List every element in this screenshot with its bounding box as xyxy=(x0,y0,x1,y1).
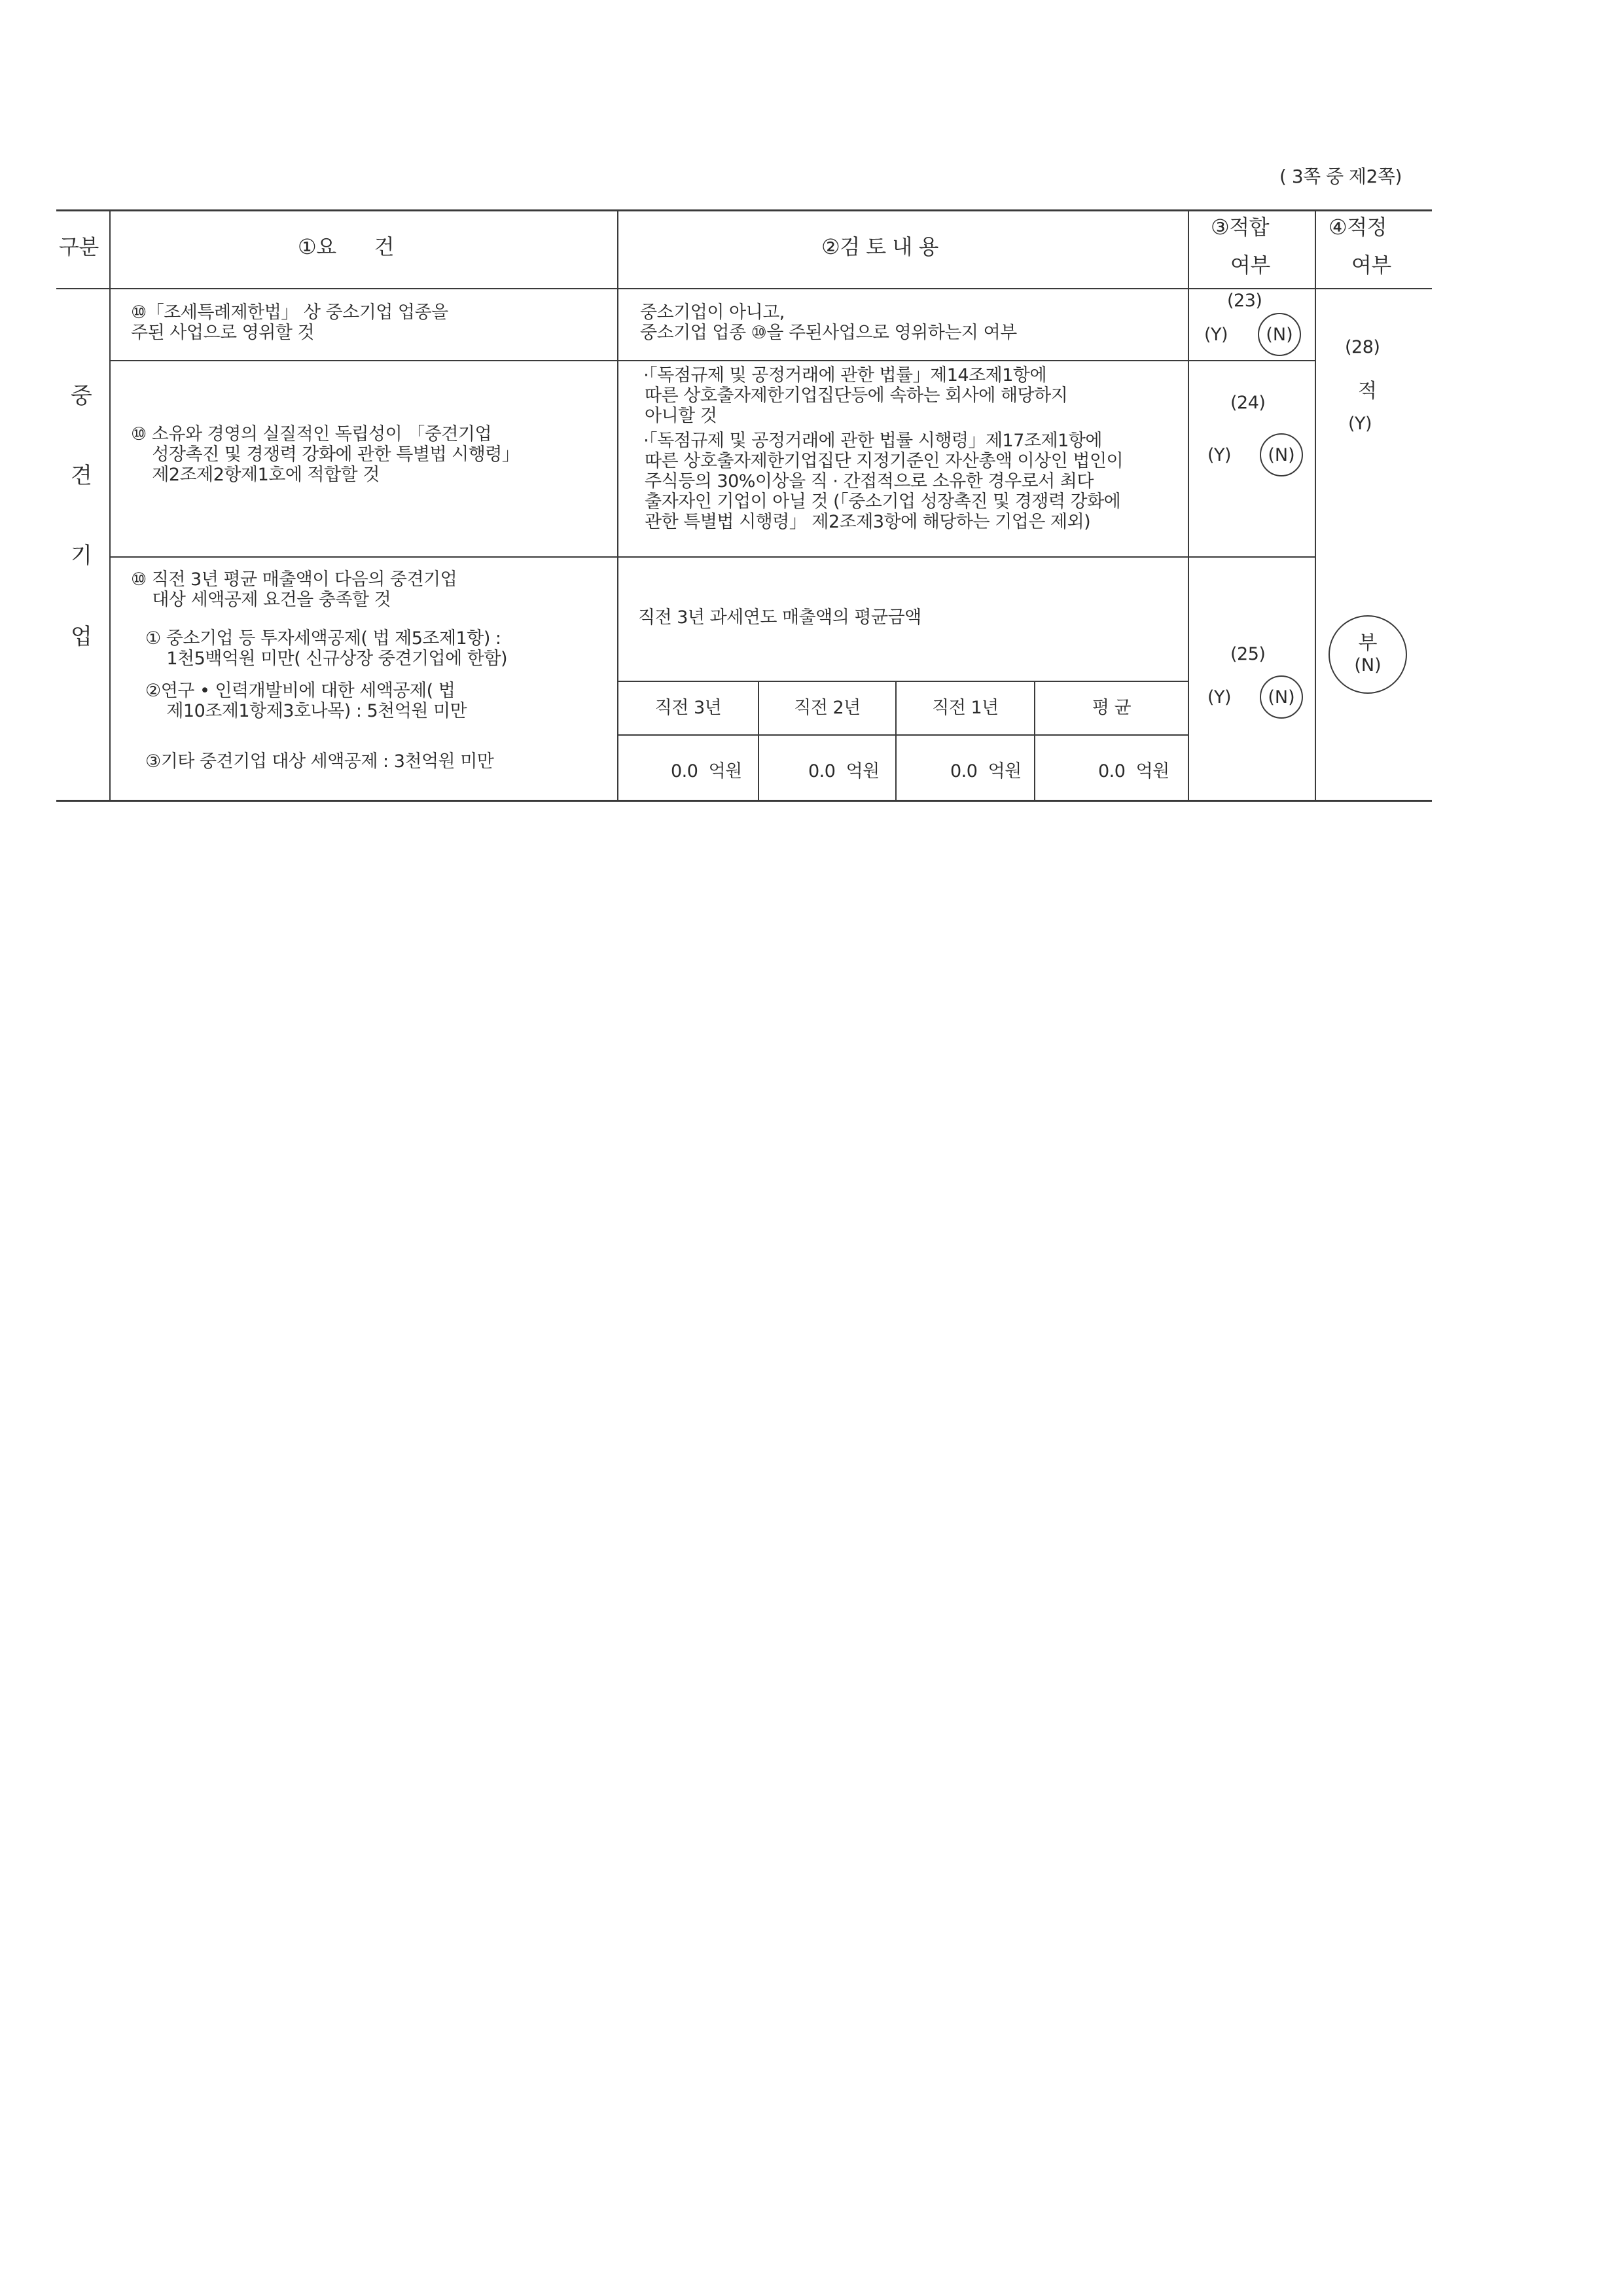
header-proper-line1: ④적정 xyxy=(1329,215,1387,240)
row1-no-label: (N) xyxy=(1266,324,1293,345)
category-char-3: 기 xyxy=(71,543,92,569)
row3-sub1-line1: ① 중소기업 등 투자세액공제( 법 제5조제1항) : xyxy=(145,628,501,649)
sales-value-avg: 0.0 억원 xyxy=(1098,761,1169,781)
sales-header-top xyxy=(617,681,1188,682)
row2-bottom-border xyxy=(109,556,1315,558)
proper-no-label: 부 xyxy=(1358,632,1378,655)
row2-review-line1: ·「독점규제 및 공정거래에 관한 법률」제14조제1항에 xyxy=(638,365,1047,386)
row1-yes: (Y) xyxy=(1204,325,1228,345)
row1-requirement-line2: 주된 사업으로 영위할 것 xyxy=(131,323,315,343)
row2-review-line3: 아니할 것 xyxy=(645,406,717,426)
row2-review-line2: 따른 상호출자제한기업집단등에 속하는 회사에 해당하지 xyxy=(645,386,1068,406)
category-char-2: 견 xyxy=(71,463,92,489)
review-divider xyxy=(1188,209,1189,800)
row1-fit-number: (23) xyxy=(1227,291,1262,311)
row3-no-selected xyxy=(1260,675,1303,719)
page-indicator: ( 3쪽 중 제2쪽) xyxy=(1279,166,1402,187)
sales-header-avg: 평 균 xyxy=(1092,698,1132,718)
row3-sub1-line2: 1천5백억원 미만( 신규상장 중견기업에 한함) xyxy=(145,649,507,669)
row3-no-label: (N) xyxy=(1268,687,1295,708)
row2-no-selected xyxy=(1260,433,1303,476)
proper-no-selected xyxy=(1329,615,1407,694)
table-bottom-border xyxy=(56,800,1432,802)
row2-review-line4: ·「독점규제 및 공정거래에 관한 법률 시행령」제17조제1항에 xyxy=(638,431,1102,451)
proper-no-code: (N) xyxy=(1354,655,1382,675)
row1-requirement-line1: ⑩「조세특례제한법」 상 중소기업 업종을 xyxy=(131,302,448,323)
row3-review-title: 직전 3년 과세연도 매출액의 평균금액 xyxy=(638,607,921,628)
row2-fit-number: (24) xyxy=(1230,393,1266,413)
sales-header-1y: 직전 1년 xyxy=(932,698,999,718)
header-fit-line1: ③적합 xyxy=(1211,215,1270,240)
fit-divider xyxy=(1315,209,1316,800)
row1-review-line2: 중소기업 업종 ⑩을 주된사업으로 영위하는지 여부 xyxy=(640,323,1017,343)
sales-header-2y: 직전 2년 xyxy=(794,698,861,718)
row2-review-line7: 출자자인 기업이 아닐 것 (「중소기업 성장촉진 및 경쟁력 강화에 xyxy=(645,492,1121,512)
category-char-1: 중 xyxy=(71,383,92,409)
row2-yes: (Y) xyxy=(1207,445,1232,465)
row3-yes: (Y) xyxy=(1207,687,1232,708)
sales-value-2y: 0.0 억원 xyxy=(808,761,880,781)
row3-requirement-line2: 대상 세액공제 요건을 충족할 것 xyxy=(131,590,391,610)
sales-header-3y: 직전 3년 xyxy=(654,698,722,718)
header-proper-line2: 여부 xyxy=(1351,253,1391,278)
row3-requirement-line1: ⑩ 직전 3년 평균 매출액이 다음의 중견기업 xyxy=(131,569,457,590)
sales-header-bottom xyxy=(617,734,1188,736)
row3-sub2-line2: 제10조제1항제3호나목) : 5천억원 미만 xyxy=(145,701,467,721)
sales-value-1y: 0.0 억원 xyxy=(950,761,1022,781)
proper-yes: (Y) xyxy=(1348,414,1372,434)
proper-label: 적 xyxy=(1358,380,1377,403)
header-bottom-border xyxy=(56,288,1432,289)
proper-number: (28) xyxy=(1345,337,1380,357)
row2-requirement-line3: 제2조제2항제1호에 적합할 것 xyxy=(131,465,380,485)
table-top-border xyxy=(56,209,1432,211)
header-review: ②검 토 내 용 xyxy=(821,234,938,259)
row1-review-line1: 중소기업이 아니고, xyxy=(640,302,785,323)
header-fit-line2: 여부 xyxy=(1230,253,1270,278)
row3-sub3: ③기타 중견기업 대상 세액공제 : 3천억원 미만 xyxy=(145,751,494,772)
row2-requirement-line2: 성장촉진 및 경쟁력 강화에 관한 특별법 시행령」 xyxy=(131,444,520,465)
row3-fit-number: (25) xyxy=(1230,644,1266,664)
header-requirement: ①요 건 xyxy=(298,234,395,259)
category-divider xyxy=(109,209,111,800)
row2-no-label: (N) xyxy=(1268,444,1295,465)
row2-review-line5: 따른 상호출자제한기업집단 지정기준인 자산총액 이상인 법인이 xyxy=(645,451,1124,471)
row2-requirement-line1: ⑩ 소유와 경영의 실질적인 독립성이 「중견기업 xyxy=(131,424,492,444)
row3-sub2-line1: ②연구 • 인력개발비에 대한 세액공제( 법 xyxy=(145,681,455,701)
row2-review-line8: 관한 특별법 시행령」 제2조제3항에 해당하는 기업은 제외) xyxy=(645,512,1091,532)
header-category: 구분 xyxy=(59,234,99,259)
row1-no-selected xyxy=(1258,313,1301,356)
row2-review-line6: 주식등의 30%이상을 직 · 간접적으로 소유한 경우로서 최다 xyxy=(645,471,1094,492)
category-char-4: 업 xyxy=(71,624,92,650)
sales-value-3y: 0.0 억원 xyxy=(671,761,742,781)
row1-bottom-border xyxy=(109,360,1315,361)
